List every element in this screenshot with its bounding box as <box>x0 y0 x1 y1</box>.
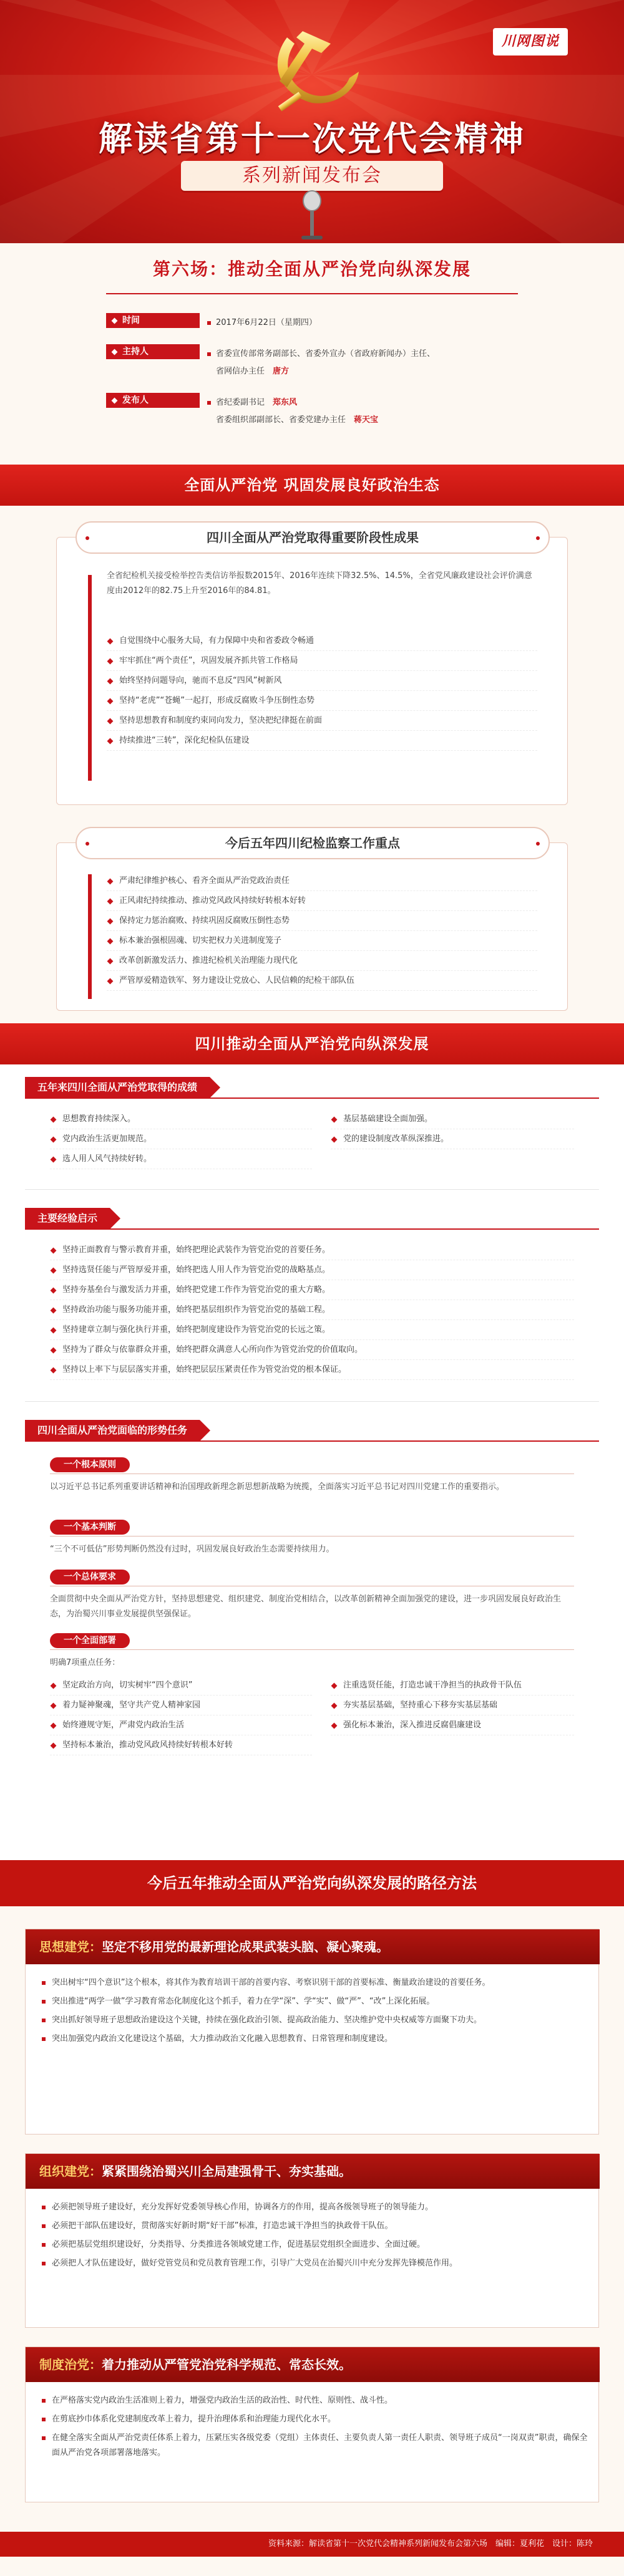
chuanwang-logo[interactable]: 川网图说 <box>493 28 568 55</box>
divider <box>25 1401 599 1402</box>
list-item: 注重选贤任能，打造忠诚干净担当的执政骨干队伍 <box>331 1676 574 1696</box>
card-header <box>26 2154 600 2189</box>
bullet-icon <box>51 1723 57 1729</box>
bullet-icon <box>107 738 114 745</box>
bullet-icon <box>51 1348 57 1354</box>
list-item: 着力疑神聚魂，坚守共产党人精神家园 <box>50 1696 312 1715</box>
pill-principle: 一个根本原则 <box>50 1457 130 1472</box>
list-item: 坚持以上率下与层层落实并重，始终把层层压紧责任作为管党治党的根本保证。 <box>50 1360 574 1380</box>
speaker-line-1: 省纪委副书记 郑东风 <box>206 394 555 412</box>
priorities-title: 今后五年四川纪检监察工作重点 <box>76 827 550 859</box>
bullet-icon <box>107 718 114 725</box>
card-title: 坚定不移用党的最新理论成果武装头脑、凝心聚魂。 <box>102 1939 389 1954</box>
list-item: 坚持夯基垒台与激发活力并重，始终把党建工作作为管党治党的重大方略。 <box>50 1280 574 1300</box>
card-list <box>41 2200 590 2275</box>
session-info <box>0 243 624 465</box>
list-item: 在健全落实全面从严治党责任体系上着力，压紧压实各级党委（党组）主体责任、主要负责人第一责任人职责、领导班子成员“一岗双责”职责，确保全面从严治党各项部署落地落实。 <box>41 2431 590 2461</box>
section2-banner: 四川推动全面从严治党向纵深发展 <box>0 1023 624 1064</box>
achievements-five-years <box>50 1109 574 1178</box>
session-title: 第六场：推动全面从严治党向纵深发展 <box>152 259 471 279</box>
card-list <box>41 1975 590 2050</box>
bullet-icon <box>51 1368 57 1374</box>
speaker-tag: 发布人 <box>106 393 200 408</box>
card-organizational <box>25 2153 599 2328</box>
bullet-icon <box>107 698 114 705</box>
deployment-tasks <box>50 1676 574 1763</box>
bullet-icon <box>42 2206 46 2209</box>
bullet-icon <box>51 1268 57 1274</box>
principle-text: 以习近平总书记系列重要讲话精神和治国理政新理念新思想新战略为统揽，全面落实习近平总书记对四川党建工作的重要指示。 <box>50 1482 505 1492</box>
list-item: 夯实基层基础，坚持重心下移夯实基层基础 <box>331 1696 574 1715</box>
list-item: 坚持为了群众与依靠群众并重，始终把群众满意人心所向作为管党治党的价值取向。 <box>50 1340 574 1360</box>
list-item: 在剪底抄巾体系化党建制度改革上着力，提升治理体系和治理能力现代化水平。 <box>41 2412 590 2427</box>
list-item: 始终遵规守矩，严肃党内政治生活 <box>50 1715 312 1735</box>
list-item: 改革创新激发活力、推进纪检机关治理能力现代化 <box>107 951 537 971</box>
list-item: 必须把干部队伍建设好，贯彻落实好新时期“好干部”标准，打造忠诚干净担当的执政骨干队伍。 <box>41 2219 590 2234</box>
header-banner <box>0 0 624 243</box>
key-lessons-list <box>50 1240 574 1380</box>
list-item: 保持定力惩治腐败、持续巩固反腐败压倒性态势 <box>107 911 537 931</box>
list-item: 坚持正面教育与警示教育并重，始终把理论武装作为管党治党的首要任务。 <box>50 1240 574 1260</box>
pill-judgement: 一个基本判断 <box>50 1520 130 1535</box>
achievements-list <box>107 631 537 751</box>
card-key: 制度治党： <box>39 2357 102 2372</box>
list-item: 牢牢抓住“两个责任”，巩固发展齐抓共管工作格局 <box>107 651 537 671</box>
bullet-icon <box>51 1288 57 1294</box>
speaker-name-1: 郑东风 <box>273 398 298 407</box>
list-item: 严管厚爱精造铁军、努力建设让党放心、人民信赖的纪检干部队伍 <box>107 971 537 991</box>
bullet-icon <box>331 1117 338 1123</box>
speaker-line-2: 省委组织部副部长、省委党建办主任 蒋天宝 <box>216 415 379 425</box>
list-item: 坚持建章立制与强化执行并重，始终把制度建设作为管党治党的长远之策。 <box>50 1320 574 1340</box>
divider <box>106 293 518 294</box>
bullet-icon <box>107 919 114 925</box>
host-line-2: 省网信办主任 唐方 <box>216 367 290 376</box>
section3-heading: 今后五年推动全面从严治党向纵深发展的路径方法 <box>0 1860 624 1906</box>
list-item: 必须把人才队伍建设好，做好党管党员和党员教育管理工作，引导广大党员在治蜀兴川中充分发挥先锋模范作用。 <box>41 2256 590 2271</box>
bullet-icon <box>42 2418 46 2421</box>
achievements-box <box>56 530 568 805</box>
deployment-intro: 明确7项重点任务： <box>50 1658 120 1667</box>
bullet-icon <box>42 2019 46 2022</box>
bullet-icon <box>42 2000 46 2004</box>
list-item: 始终坚持问题导向，驰而不息反“四风”树新风 <box>107 671 537 691</box>
list-item: 在严格落实党内政治生活准则上着力，增强党内政治生活的政治性、时代性、原则性、战斗性。 <box>41 2393 590 2408</box>
pill-requirement: 一个总体要求 <box>50 1570 130 1585</box>
list-item: 选人用人风气持续好转。 <box>50 1149 312 1169</box>
microphone-icon <box>290 187 334 243</box>
list-item: 坚定政治方向，切实树牢“四个意识” <box>50 1676 312 1696</box>
priorities-box <box>56 836 568 1011</box>
list-item: 坚持“老虎”“苍蝇”一起打，形成反腐败斗争压倒性态势 <box>107 691 537 711</box>
list-item: 基层基础建设全面加强。 <box>331 1109 574 1129</box>
card-list <box>41 2393 590 2464</box>
list-item: 自觉围绕中心服务大局，有力保障中央和省委政令畅通 <box>107 631 537 651</box>
bullet-icon <box>51 1703 57 1709</box>
bullet-icon <box>51 1117 57 1123</box>
bullet-icon <box>331 1683 338 1689</box>
accent-bar <box>88 575 92 781</box>
bullet-icon <box>107 879 114 885</box>
speaker-name-2: 蒋天宝 <box>354 415 379 425</box>
party-emblem-icon <box>243 19 381 118</box>
achievements-paragraph: 全省纪检机关接受检举控告类信访举报数2015年、2016年连续下降32.5%、14.5%，全省党风廉政建设社会评价满意度由2012年的82.75上升至2016年的84.81。 <box>107 571 532 596</box>
bullet-icon <box>51 1683 57 1689</box>
list-item: 突出加强党内政治文化建设这个基础，大力推动政治文化融入思想教育、日常管理和制度建设。 <box>41 2032 590 2047</box>
section1-banner: 全面从严治党 巩固发展良好政治生态 <box>0 465 624 506</box>
bullet-icon <box>331 1723 338 1729</box>
bullet-icon <box>51 1743 57 1749</box>
bullet-icon <box>107 938 114 945</box>
bullet-icon <box>42 2243 46 2247</box>
list-item: 坚持标本兼治，推动党风政风持续好转根本好转 <box>50 1735 312 1755</box>
page-subtitle: 系列新闻发布会 <box>181 161 443 191</box>
list-item: 坚持政治功能与服务功能并重，始终把基层组织作为管党治党的基础工程。 <box>50 1300 574 1320</box>
bullet-icon <box>107 978 114 985</box>
list-item: 思想教育持续深入。 <box>50 1109 312 1129</box>
bullet-icon <box>107 678 114 685</box>
bullet-icon <box>107 899 114 905</box>
bullet-icon <box>51 1137 57 1143</box>
section2-body <box>0 1064 624 1860</box>
bullet-icon <box>42 2037 46 2041</box>
list-item: 必须把领导班子建设好，充分发挥好党委领导核心作用，协调各方的作用，提高各级领导班子的领导能力。 <box>41 2200 590 2215</box>
host-line-1: 省委宣传部常务副部长、省委外宣办（省政府新闻办）主任、 <box>206 345 555 363</box>
card-title: 紧紧围绕治蜀兴川全局建强骨干、夯实基础。 <box>102 2164 351 2179</box>
list-item: 严肃纪律维护核心、看齐全面从严治党政治责任 <box>107 871 537 891</box>
requirement-text: 全面贯彻中央全面从严治党方针，坚持思想建党、组织建党、制度治党相结合，以改革创新精神全面加强党的建设，进一步巩固发展良好政治生态，为治蜀兴川事业发展提供坚强保证。 <box>50 1594 562 1619</box>
bullet-icon <box>42 2399 46 2403</box>
bullet-icon <box>51 1328 57 1334</box>
priorities-list <box>107 871 537 991</box>
bullet-icon <box>51 1308 57 1314</box>
host-tag: 主持人 <box>106 344 200 359</box>
list-item: 坚持选贤任能与严管厚爱并重，始终把选人用人作为管党治党的战略基点。 <box>50 1260 574 1280</box>
list-item: 突出抓好领导班子思想政治建设这个关键，持续在强化政治引领、提高政治能力、坚决维护党中央权威等方面聚下功夫。 <box>41 2013 590 2028</box>
card-key: 组织建党： <box>39 2164 102 2179</box>
divider <box>25 1228 599 1230</box>
key-lessons-tag: 主要经验启示 <box>25 1208 110 1229</box>
host-name: 唐方 <box>273 367 290 376</box>
bullet-icon <box>42 2262 46 2265</box>
list-item: 坚持思想教育和制度约束同向发力，坚决把纪律挺在前面 <box>107 711 537 731</box>
list-item: 标本兼治强根固魂、切实把权力关进制度笼子 <box>107 931 537 951</box>
list-item: 突出树牢“四个意识”这个根本，将其作为教育培训干部的首要内容、考察识别干部的首要标准、衡量政治建设的首要任务。 <box>41 1975 590 1990</box>
list-item: 党的建设制度改革纵深推进。 <box>331 1129 574 1149</box>
list-item: 正风肃纪持续推动、推动党风政风持续好转根本好转 <box>107 891 537 911</box>
bullet-icon <box>42 2436 46 2440</box>
list-item: 必须把基层党组织建设好，分类指导、分类推进各领域党建工作，促进基层党组织全面进步、全面过硬。 <box>41 2237 590 2252</box>
bullet-icon <box>331 1703 338 1709</box>
bullet-icon <box>42 1981 46 1985</box>
achievements-five-years-tag: 五年来四川全面从严治党取得的成绩 <box>25 1077 210 1098</box>
judgement-text: “三个不可低估”形势判断仍然没有过时，巩固发展良好政治生态需要持续用力。 <box>50 1545 334 1554</box>
bullet-icon <box>51 1248 57 1254</box>
list-item: 突出推进“两学一做”学习教育常态化制度化这个抓手，着力在学“深”、学“实”、做“严”、“改”上深化拓展。 <box>41 1994 590 2009</box>
bullet-icon <box>107 958 114 965</box>
divider <box>25 1097 599 1099</box>
bullet-icon <box>331 1137 338 1143</box>
time-value: 2017年6月22日（星期四） <box>206 314 555 332</box>
divider <box>25 1189 599 1190</box>
situation-tasks-tag: 四川全面从严治党面临的形势任务 <box>25 1420 200 1441</box>
bullet-icon <box>51 1157 57 1163</box>
card-header <box>26 1929 600 1964</box>
time-tag: 时间 <box>106 313 200 328</box>
card-title: 着力推动从严管党治党科学规范、常态长效。 <box>102 2357 351 2372</box>
section1-body <box>0 506 624 1023</box>
list-item: 强化标本兼治，深入推进反腐倡廉建设 <box>331 1715 574 1735</box>
list-item: 党内政治生活更加规范。 <box>50 1129 312 1149</box>
pill-deployment: 一个全面部署 <box>50 1633 130 1648</box>
footer-credits: 资料来源：解读省第十一次党代会精神系列新闻发布会第六场 编辑：夏利花 设计：陈玲 <box>0 2532 624 2557</box>
achievements-title: 四川全面从严治党取得重要阶段性成果 <box>76 521 550 554</box>
list-item: 持续推进“三转”，深化纪检队伍建设 <box>107 731 537 751</box>
divider <box>50 1649 574 1650</box>
section3-body <box>0 1860 624 2576</box>
bullet-icon <box>107 639 114 645</box>
accent-bar <box>88 874 92 999</box>
divider <box>25 1440 599 1442</box>
bullet-icon <box>107 658 114 665</box>
card-ideological <box>25 1929 599 2135</box>
page-title: 解读省第十一次党代会精神 <box>99 119 525 158</box>
card-header <box>26 2347 600 2382</box>
bullet-icon <box>42 2224 46 2228</box>
card-key: 思想建党： <box>39 1939 102 1954</box>
card-institutional <box>25 2347 599 2502</box>
